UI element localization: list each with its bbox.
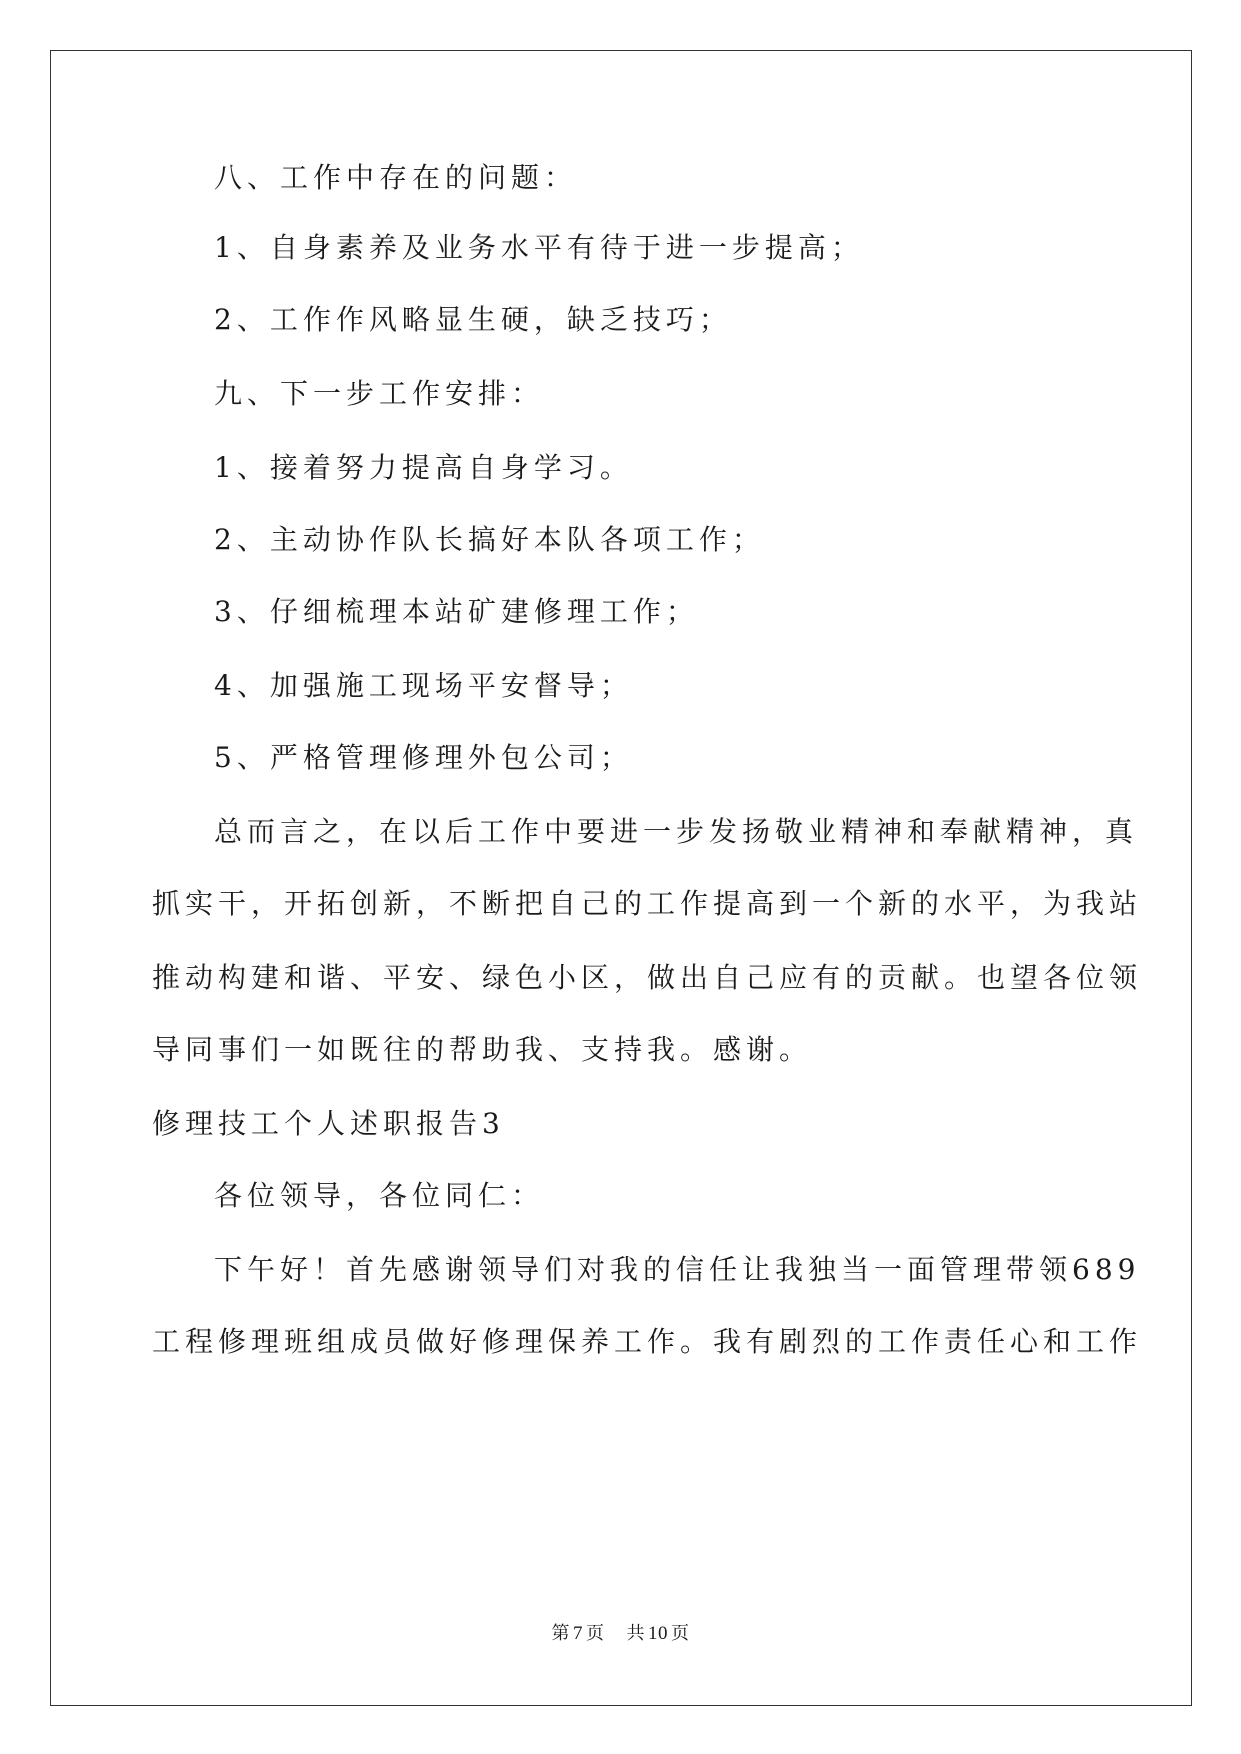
text-line: 导同事们一如既往的帮助我、支持我。感谢。 [152, 1033, 813, 1066]
text-line: 1、自身素养及业务水平有待于进一步提高； [214, 231, 864, 264]
text-line: 4、加强施工现场平安督导； [214, 669, 633, 702]
text-line: 2、工作作风略显生硬，缺乏技巧； [214, 303, 732, 336]
page-suffix: 页 [586, 1623, 605, 1644]
page-prefix: 第 [551, 1623, 570, 1644]
section-heading: 修理技工个人述职报告3 [152, 1107, 505, 1140]
text-line: 推动构建和谐、平安、绿色小区，做出自己应有的贡献。也望各位领 [152, 961, 1143, 994]
page-footer [0, 1624, 1241, 1643]
text-line: 5、严格管理修理外包公司； [214, 741, 633, 774]
text-line: 抓实干，开拓创新，不断把自己的工作提高到一个新的水平，为我站 [152, 887, 1143, 920]
text-line: 下午好！首先感谢领导们对我的信任让我独当一面管理带领689 [214, 1253, 1141, 1286]
text-line: 1、接着努力提高自身学习。 [214, 451, 633, 484]
text-line: 各位领导，各位同仁： [214, 1179, 545, 1212]
text-line: 八、工作中存在的问题： [214, 161, 578, 194]
text-line: 2、主动协作队长搞好本队各项工作； [214, 523, 765, 556]
total-prefix: 共 [626, 1623, 645, 1644]
page-number: 7 [573, 1623, 583, 1644]
text-line: 总而言之，在以后工作中要进一步发扬敬业精神和奉献精神，真 [214, 815, 1139, 848]
text-line: 九、下一步工作安排： [214, 377, 545, 410]
page-border [50, 50, 1192, 1706]
text-line: 3、仔细梳理本站矿建修理工作； [214, 595, 699, 628]
total-pages: 10 [648, 1623, 668, 1644]
text-line: 工程修理班组成员做好修理保养工作。我有剧烈的工作责任心和工作 [152, 1325, 1143, 1358]
total-suffix: 页 [671, 1623, 690, 1644]
